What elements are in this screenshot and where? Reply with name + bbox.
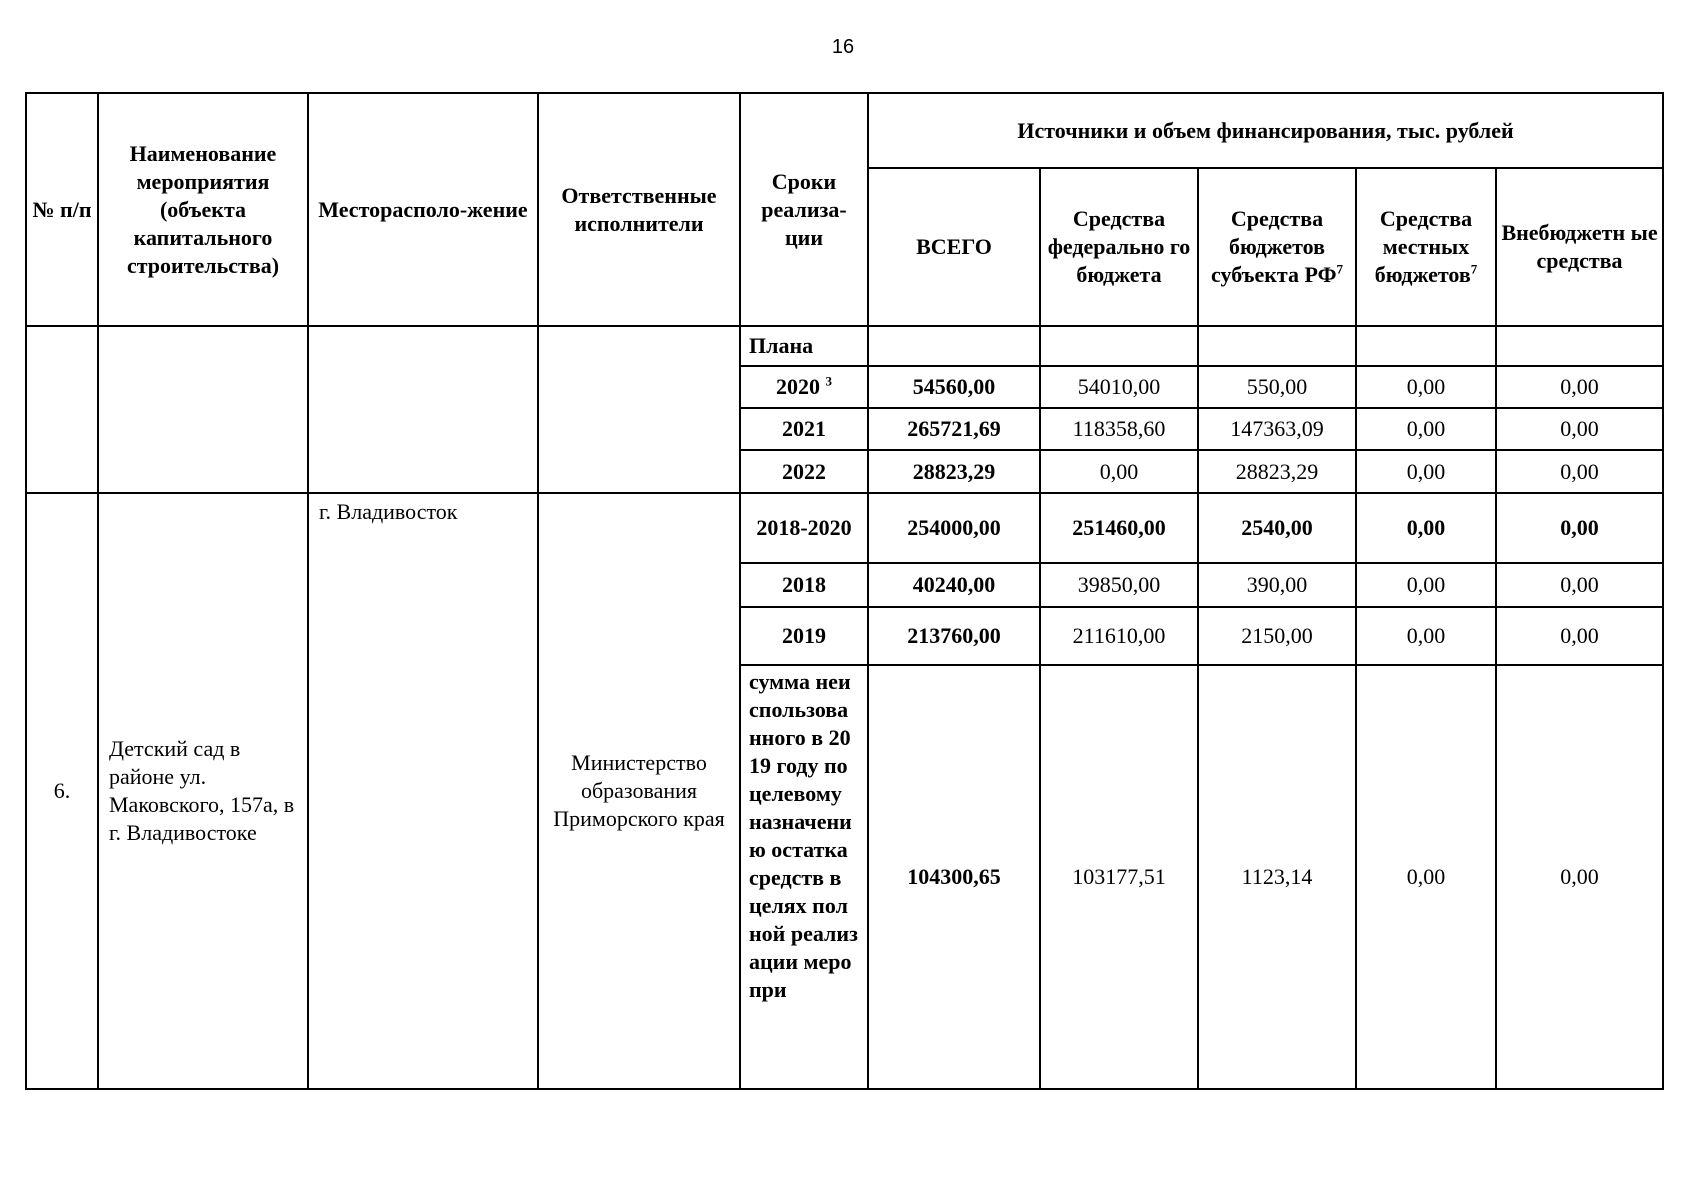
total-cell: 28823,29 <box>868 450 1040 493</box>
item-number: 6. <box>26 493 98 1089</box>
subject-cell: 2150,00 <box>1198 607 1356 665</box>
table-row <box>26 493 1663 563</box>
header-location: Месторасполо-жение <box>308 93 538 326</box>
period-cell: 2022 <box>740 450 868 493</box>
total-cell: 54560,00 <box>868 366 1040 408</box>
federal-cell: 211610,00 <box>1040 607 1198 665</box>
prev-executor-cell <box>538 326 740 493</box>
federal-cell: 103177,51 <box>1040 665 1198 1089</box>
item-name: Детский сад в районе ул. Маковского, 157а, в г. Владивостоке <box>98 493 308 1089</box>
header-num: № п/п <box>26 93 98 326</box>
period-cell: 2021 <box>740 408 868 450</box>
local-cell: 0,00 <box>1356 665 1496 1089</box>
extra-cell: 0,00 <box>1496 665 1663 1089</box>
extra-cell: 0,00 <box>1496 563 1663 607</box>
period-note-cell: сумма неиспользованного в 2019 году по целевому назначению остатка средств в целях полной реализации меропри <box>740 665 868 1089</box>
header-local-footnote: 7 <box>1470 261 1478 277</box>
financing-table <box>25 92 1664 1090</box>
subject-cell: 2540,00 <box>1198 493 1356 563</box>
local-cell: 0,00 <box>1356 563 1496 607</box>
local-cell: 0,00 <box>1356 450 1496 493</box>
header-executors: Ответственные исполнители <box>538 93 740 326</box>
prev-num-cell <box>26 326 98 493</box>
total-cell: 104300,65 <box>868 665 1040 1089</box>
subject-cell: 550,00 <box>1198 366 1356 408</box>
prev-name-cell <box>98 326 308 493</box>
extra-cell: 0,00 <box>1496 408 1663 450</box>
extra-cell: 0,00 <box>1496 607 1663 665</box>
period-value: 2020 <box>776 374 820 399</box>
local-cell: 0,00 <box>1356 607 1496 665</box>
period-cell: 2018-2020 <box>740 493 868 563</box>
federal-cell: 0,00 <box>1040 450 1198 493</box>
header-financing-group: Источники и объем финансирования, тыс. рублей <box>868 93 1663 168</box>
extra-cell: 0,00 <box>1496 366 1663 408</box>
empty-cell <box>868 326 1040 366</box>
federal-cell: 54010,00 <box>1040 366 1198 408</box>
total-cell: 40240,00 <box>868 563 1040 607</box>
header-terms: Сроки реализа-ции <box>740 93 868 326</box>
local-cell: 0,00 <box>1356 408 1496 450</box>
federal-cell: 39850,00 <box>1040 563 1198 607</box>
extra-cell: 0,00 <box>1496 450 1663 493</box>
empty-cell <box>1040 326 1198 366</box>
total-cell: 265721,69 <box>868 408 1040 450</box>
header-total: ВСЕГО <box>868 168 1040 326</box>
header-federal: Средства федерально го бюджета <box>1040 168 1198 326</box>
table-row <box>26 326 1663 366</box>
header-subject-footnote: 7 <box>1336 261 1343 277</box>
local-cell: 0,00 <box>1356 493 1496 563</box>
period-cell: 2018 <box>740 563 868 607</box>
period-cell: 2019 <box>740 607 868 665</box>
header-local-label: Средства местных бюджетов <box>1374 206 1473 287</box>
item-location: г. Владивосток <box>308 493 538 1089</box>
total-cell: 254000,00 <box>868 493 1040 563</box>
subject-cell: 28823,29 <box>1198 450 1356 493</box>
header-row-1 <box>26 93 1663 168</box>
header-local <box>1356 168 1496 326</box>
local-cell: 0,00 <box>1356 366 1496 408</box>
item-executor: Министерство образования Приморского края <box>538 493 740 1089</box>
header-subject-label: Средства бюджетов субъекта РФ <box>1211 206 1337 287</box>
page-number: 16 <box>831 36 855 58</box>
empty-cell <box>1496 326 1663 366</box>
empty-cell <box>1198 326 1356 366</box>
empty-cell <box>1356 326 1496 366</box>
subject-cell: 147363,09 <box>1198 408 1356 450</box>
header-name: Наименование мероприятия (объекта капитального строительства) <box>98 93 308 326</box>
period-cell <box>740 366 868 408</box>
federal-cell: 251460,00 <box>1040 493 1198 563</box>
header-subject <box>1198 168 1356 326</box>
period-footnote: 3 <box>825 373 832 389</box>
plan-label: Плана <box>740 326 868 366</box>
header-extra: Внебюджетн ые средства <box>1496 168 1663 326</box>
extra-cell: 0,00 <box>1496 493 1663 563</box>
subject-cell: 390,00 <box>1198 563 1356 607</box>
prev-location-cell <box>308 326 538 493</box>
subject-cell: 1123,14 <box>1198 665 1356 1089</box>
federal-cell: 118358,60 <box>1040 408 1198 450</box>
total-cell: 213760,00 <box>868 607 1040 665</box>
